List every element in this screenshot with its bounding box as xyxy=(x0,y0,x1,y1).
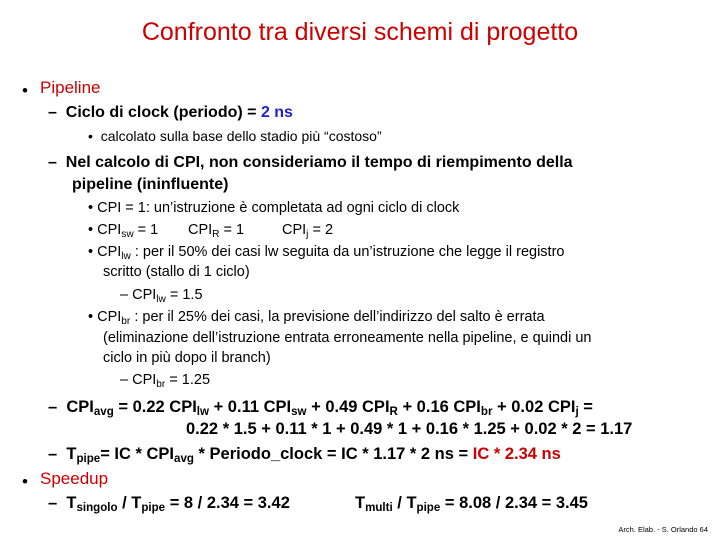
cpi-lw-sub: lw xyxy=(121,251,131,262)
term-3: + 0.49 CPI xyxy=(306,398,390,416)
t-single-mid: / T xyxy=(117,494,142,512)
cpi-sw-label: CPI xyxy=(97,222,122,238)
sub-5: j xyxy=(575,406,579,418)
term-1: = 0.22 CPI xyxy=(113,398,197,416)
cpi-avg-line2: 0.22 * 1.5 + 0.11 * 1 + 0.49 * 1 + 0.16 * 1.25 + 0.02 * 2 = 1.17 xyxy=(186,420,633,438)
cpi-j-label: CPI xyxy=(282,222,307,238)
cpi-br-res-sub: br xyxy=(156,379,166,390)
clock-value: 2 ns xyxy=(260,104,293,121)
cpi-lw-label: CPI xyxy=(97,244,122,260)
t-multi-label: T xyxy=(355,494,366,512)
term-5: + 0.02 CPI xyxy=(492,398,576,416)
cpi-item-2: • $CPI_{sw} = 1$ xyxy=(88,222,159,240)
sub-2: sw xyxy=(291,406,307,418)
cpi-br-sub: br xyxy=(121,316,131,327)
cpi-j-sub: j xyxy=(306,229,309,240)
clock-note-text: calcolato sulla base dello stadio più “costoso” xyxy=(100,128,382,144)
bullet: • xyxy=(22,81,28,100)
cpi-r-label: CPI xyxy=(188,222,213,238)
tpipe-label: T xyxy=(66,445,77,463)
cpi-br-result xyxy=(120,372,210,388)
term-4: + 0.16 CPI xyxy=(397,398,481,416)
footer-credit: Arch. Elab. - S. Orlando 64 xyxy=(618,525,708,534)
cpi-br-text2: (eliminazione dell’istruzione entrata erroneamente nella pipeline, e quindi un xyxy=(103,330,592,346)
sub-1: lw xyxy=(196,406,209,418)
pipeline-heading: Pipeline xyxy=(40,78,101,97)
dash: – xyxy=(48,104,57,121)
t-multi-mid: / T xyxy=(392,494,417,512)
tpipe-eq: = IC * CPI xyxy=(100,445,175,463)
clock-note xyxy=(88,128,382,144)
cpi-intro-line1 xyxy=(48,154,573,172)
clock-text: Ciclo di clock (periodo) = xyxy=(65,104,261,121)
cpi-lw-result xyxy=(120,287,203,303)
t-single-result: = 8 / 2.34 = 3.42 xyxy=(165,494,290,512)
cpi-br-res-label: – CPI xyxy=(120,372,157,388)
t-multi-sub2: pipe xyxy=(416,502,441,514)
t-single-sub: singolo xyxy=(76,502,118,514)
cpi-item-lw: • $CPI_{lw}$ : per il 50% dei casi lw seguita da un’istruzione che legge il registro xyxy=(88,244,565,262)
term-2: + 0.11 CPI xyxy=(209,398,292,416)
tpipe-rest: * Periodo_clock = IC * 1.17 * 2 ns = xyxy=(193,445,473,463)
dash: – xyxy=(48,494,58,512)
cpi-intro-text: Nel calcolo di CPI, non consideriamo il tempo di riempimento della xyxy=(65,154,573,171)
t-single-sub2: pipe xyxy=(141,502,166,514)
cpi-item-1: • CPI = 1: un’istruzione è completata ad ogni ciclo di clock xyxy=(88,200,460,216)
cpi-avg-line1 xyxy=(48,398,593,417)
sub-4: br xyxy=(480,406,493,418)
cpi-j-value: = 2 xyxy=(308,222,334,238)
cpi-lw-res-label: – CPI xyxy=(120,287,157,303)
tpipe-sub2: avg xyxy=(174,453,194,465)
cpi-lw-res-value: = 1.5 xyxy=(165,287,203,303)
t-multi-sub: multi xyxy=(365,502,393,514)
cpi-br-text3: ciclo in più dopo il branch) xyxy=(103,350,271,366)
cpi-j xyxy=(282,222,333,238)
bullet: • xyxy=(22,472,28,491)
cpi-r xyxy=(188,222,244,238)
cpi-lw-res-sub: lw xyxy=(156,294,166,305)
tpipe-result: IC * 2.34 ns xyxy=(472,445,561,463)
term-6: = xyxy=(578,398,593,416)
slide-title: Confronto tra diversi schemi di progetto xyxy=(141,18,579,46)
dash: – xyxy=(48,445,58,463)
t-multi-result: = 8.08 / 2.34 = 3.45 xyxy=(440,494,588,512)
cpi-lw-text: : per il 50% dei casi lw seguita da un’istruzione che legge il registro xyxy=(130,244,565,260)
speedup-single xyxy=(48,494,290,513)
sub-3: R xyxy=(389,406,398,418)
t-single-label: T xyxy=(66,494,77,512)
cpi-lw-text2: scritto (stallo di 1 ciclo) xyxy=(103,264,250,280)
tpipe-line xyxy=(48,445,561,464)
speedup-multi xyxy=(355,494,588,513)
cpi-br-text: : per il 25% dei casi, la previsione dell’indirizzo del salto è errata xyxy=(130,309,545,325)
tpipe-sub: pipe xyxy=(76,453,101,465)
bullet: • xyxy=(88,128,93,144)
cpi-br-label: CPI xyxy=(97,309,122,325)
cpi-sw-sub: sw xyxy=(121,229,134,240)
cpi-br-res-value: = 1.25 xyxy=(165,372,211,388)
cpi-intro-line2: pipeline (ininfluente) xyxy=(72,176,229,193)
cpi-r-sub: R xyxy=(212,229,220,240)
speedup-heading: Speedup xyxy=(40,469,109,488)
cpi-r-value: = 1 xyxy=(219,222,245,238)
cpi1-text: CPI = 1: un’istruzione è completata ad ogni ciclo di clock xyxy=(97,200,460,216)
cpi-sw-value: = 1 xyxy=(133,222,159,238)
dash: – xyxy=(48,154,57,171)
clock-line xyxy=(48,104,293,122)
cpi-avg-sub: avg xyxy=(93,406,114,418)
cpi-avg-label: CPI xyxy=(66,398,94,416)
cpi-item-br: • $CPI_{br}$ : per il 25% dei casi, la previsione dell’indirizzo del salto è errata xyxy=(88,309,545,327)
dash: – xyxy=(48,398,58,416)
